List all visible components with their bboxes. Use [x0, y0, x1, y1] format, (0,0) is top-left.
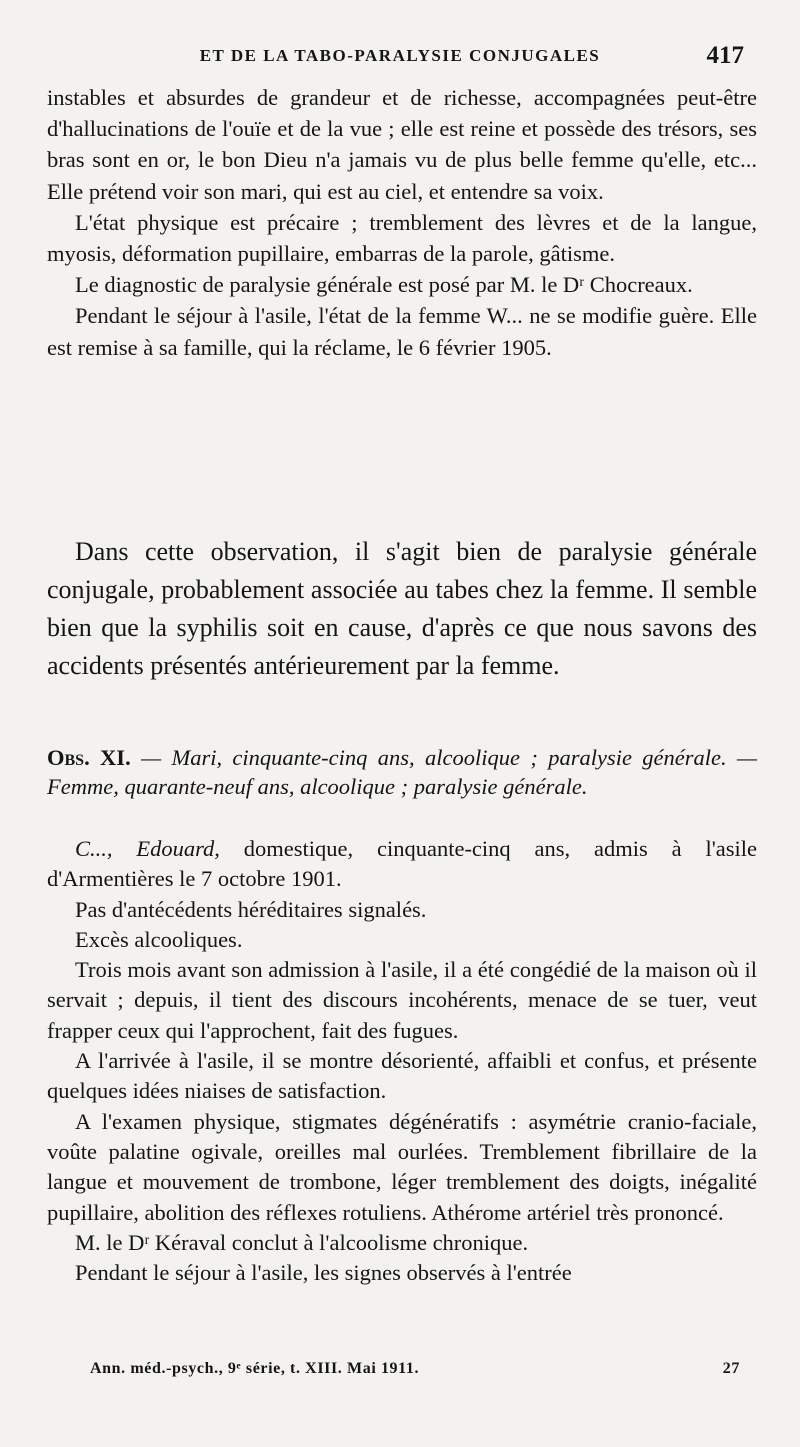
running-title: ET DE LA TABO-PARALYSIE CONJUGALES — [199, 46, 601, 65]
patient-name: C..., Edouard, — [75, 836, 220, 861]
journal-reference: Ann. méd.-psych., 9ᵉ série, t. XIII. Mai 1911. — [90, 1360, 420, 1377]
paragraph-history: Trois mois avant son admission à l'asile, il a été congédié de la maison où il servait ; depuis, il tient des discours incohérents, menace de se tuer, veut frapper ceux qui l'approchent, fait des fugues. — [47, 957, 757, 1043]
paragraph-heredity: Pas d'antécédents héréditaires signalés. — [75, 896, 427, 922]
paragraph-conclusion: M. le Dʳ Kéraval conclut à l'alcoolisme chronique. — [75, 1229, 529, 1255]
paragraph-excess: Excès alcooliques. — [75, 926, 243, 952]
paragraph-admission — [47, 834, 757, 895]
paragraph-discharge: Pendant le séjour à l'asile, l'état de la femme W... ne se modifie guère. Elle est remise à sa famille, qui la réclame, le 6 février 1905. — [47, 303, 757, 360]
observation-heading — [47, 743, 757, 802]
observation-label: Obs. XI. — [47, 744, 131, 770]
paragraph-physical-state: L'état physique est précaire ; tremblement des lèvres et de la langue, myosis, déformation pupillaire, embarras de la parole, gâtisme. — [47, 209, 757, 267]
case-report — [47, 834, 757, 1288]
paragraph-stay: Pendant le séjour à l'asile, les signes observés à l'entrée — [75, 1260, 572, 1286]
page-number: 417 — [706, 42, 744, 69]
observation-title: — Mari, cinquante-cinq ans, alcoolique ; paralysie générale. — Femme, quarante-neuf ans, alcoolique ; paralysie générale. — [47, 744, 758, 799]
page-footer — [90, 1360, 740, 1378]
author-comment: Dans cette observation, il s'agit bien de paralysie générale conjugale, probablement associée au tabes chez la femme. Il semble bien que la syphilis soit en cause, d'après ce que nous savons des accidents présentés antérieurement par la femme. — [47, 537, 757, 680]
admission-details: domestique, cinquante-cinq ans, admis à l'asile d'Armentières le 7 octobre 1901. — [47, 836, 757, 892]
paragraph-delusions: instables et absurdes de grandeur et de richesse, accompagnées peut-être d'hallucinations de l'ouïe et de la vue ; elle est reine et possède des trésors, ses bras sont en or, le bon Dieu n'a jamais vu de plus belle femme qu'elle, etc... Elle prétend voir son mari, qui est au ciel, et entendre sa voix. — [47, 85, 757, 204]
paragraph-arrival: A l'arrivée à l'asile, il se montre désorienté, affaibli et confus, et présente quelques idées niaises de satisfaction. — [47, 1048, 757, 1104]
paragraph-exam: A l'examen physique, stigmates dégénératifs : asymétrie cranio-faciale, voûte palatine ogivale, oreilles mal ourlées. Tremblement fibrillaire de la langue et mouvement de trombone, léger tremblement des doigts, inégalité pupillaire, abolition des réflexes rotuliens. Athérome artériel très prononcé. — [47, 1108, 757, 1225]
observation-continuation — [47, 82, 757, 363]
running-head — [0, 40, 800, 80]
paragraph-diagnosis: Le diagnostic de paralysie générale est posé par M. le Dʳ Chocreaux. — [75, 272, 693, 298]
signature-mark: 27 — [722, 1360, 740, 1377]
